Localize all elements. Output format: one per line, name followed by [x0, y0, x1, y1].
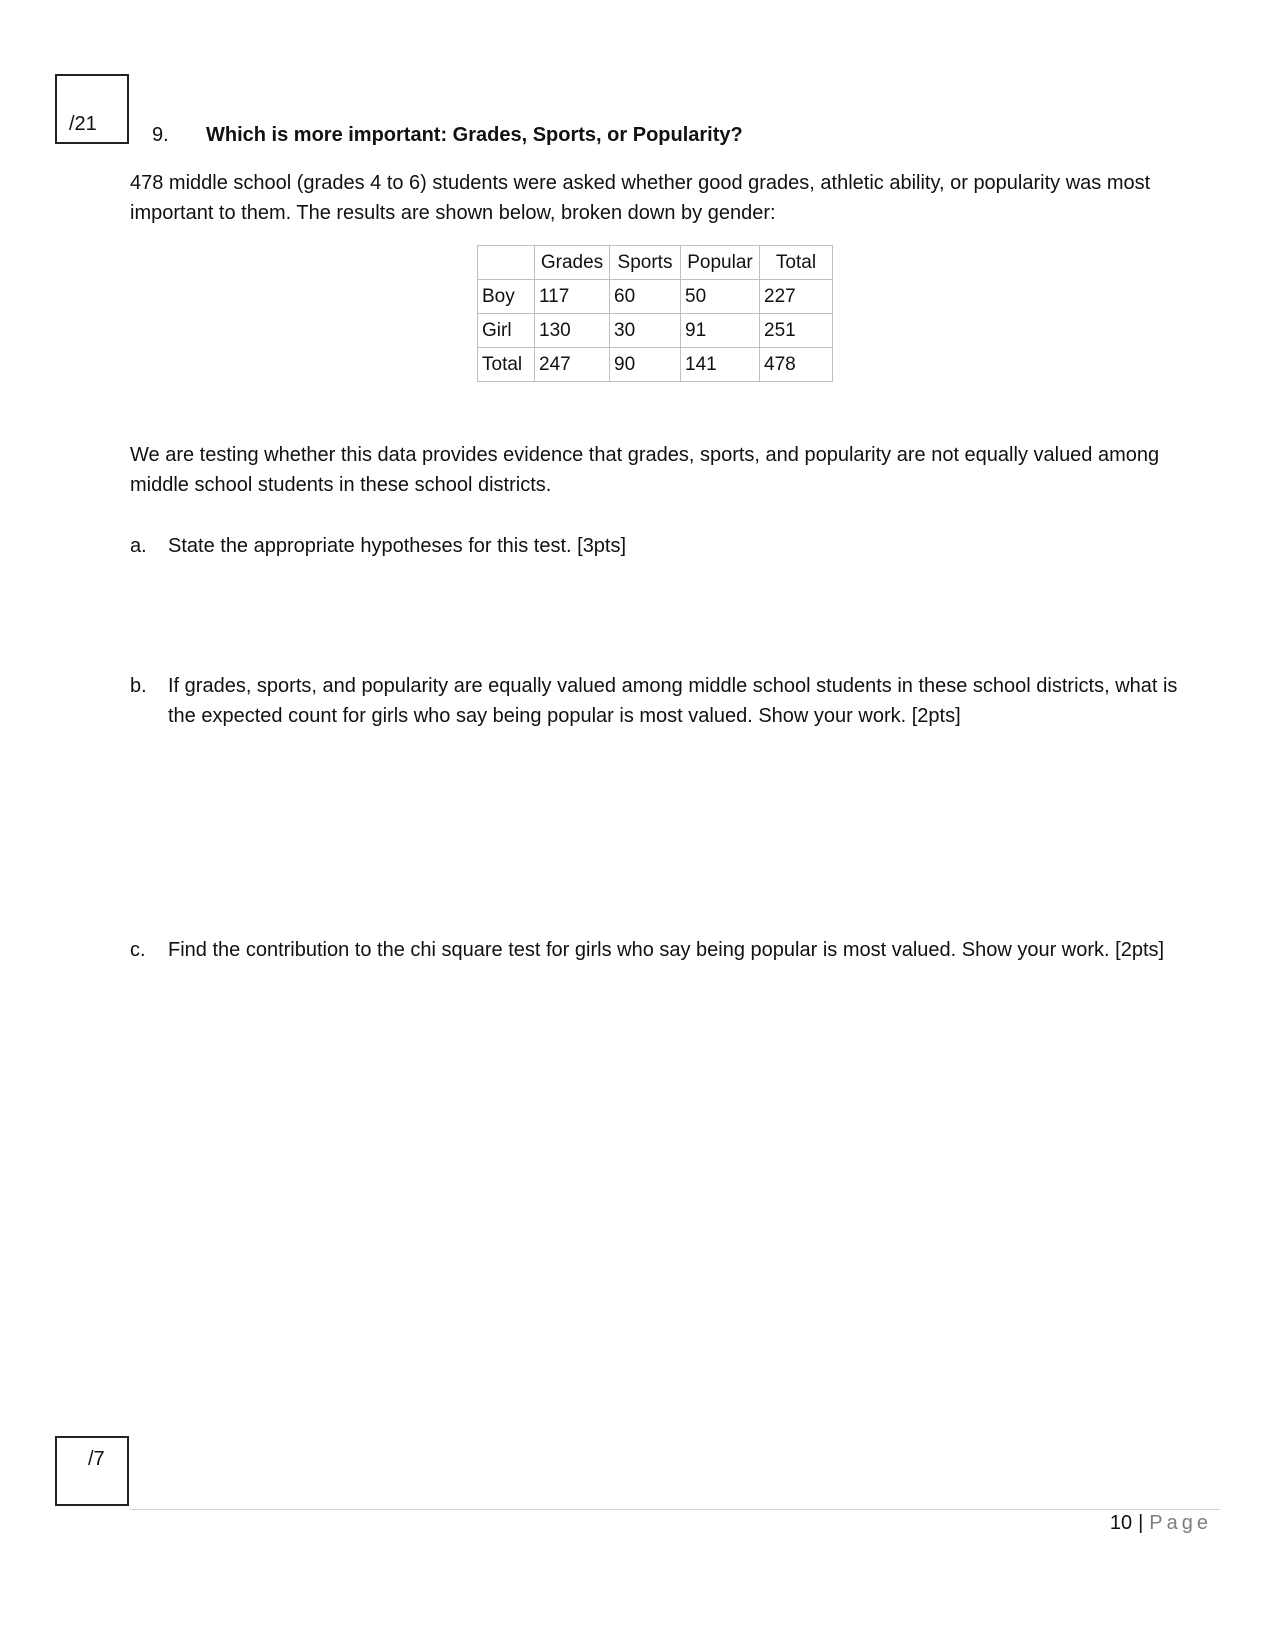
footer-divider: [130, 1509, 1220, 1510]
table-cell: 247: [535, 348, 610, 382]
page-footer: [1110, 1512, 1212, 1535]
table-row-label: Boy: [478, 280, 535, 314]
table-row-label: Total: [478, 348, 535, 382]
table-cell: [478, 246, 535, 280]
table-row-label: Girl: [478, 314, 535, 348]
table-header-row: [478, 246, 833, 280]
table-cell: 130: [535, 314, 610, 348]
table-header-cell: Grades: [535, 246, 610, 280]
question-number: 9.: [152, 124, 169, 146]
score-total-label: /21: [69, 113, 97, 135]
table-row: [478, 280, 833, 314]
table-cell: 478: [760, 348, 833, 382]
table-cell: 251: [760, 314, 833, 348]
table-header-cell: Sports: [610, 246, 681, 280]
part-letter: c.: [130, 939, 146, 961]
part-letter: a.: [130, 535, 147, 557]
score-part-label: /7: [88, 1448, 105, 1470]
part-text: State the appropriate hypotheses for this test. [3pts]: [168, 535, 627, 557]
table-row: [478, 314, 833, 348]
table-row: [478, 348, 833, 382]
table-cell: 90: [610, 348, 681, 382]
page-separator: |: [1138, 1512, 1144, 1534]
data-table: [477, 245, 833, 382]
question-intro: 478 middle school (grades 4 to 6) students were asked whether good grades, athletic ability, or popularity was most important to them. The results are shown below, broken down by gender:: [130, 172, 1151, 224]
score-box-part: [55, 1436, 129, 1506]
question-title: Which is more important: Grades, Sports, or Popularity?: [206, 124, 743, 146]
testing-statement: We are testing whether this data provides evidence that grades, sports, and popularity are not equally valued among middle school students in these school districts.: [130, 444, 1160, 496]
table-cell: 60: [610, 280, 681, 314]
table-cell: 91: [681, 314, 760, 348]
table-cell: 50: [681, 280, 760, 314]
table-header-cell: Popular: [681, 246, 760, 280]
table-cell: 141: [681, 348, 760, 382]
table-cell: 30: [610, 314, 681, 348]
part-text: If grades, sports, and popularity are equally valued among middle school students in these school districts, what is the expected count for girls who say being popular is most valued. Show your work. [2pts]: [168, 675, 1178, 727]
page-word: Page: [1149, 1512, 1212, 1534]
table-cell: 227: [760, 280, 833, 314]
score-box-total: [55, 74, 129, 144]
table-cell: 117: [535, 280, 610, 314]
page-number: 10: [1109, 1512, 1133, 1534]
part-text: Find the contribution to the chi square test for girls who say being popular is most valued. Show your work. [2pts]: [168, 939, 1165, 961]
part-letter: b.: [130, 675, 147, 697]
table-header-cell: Total: [760, 246, 833, 280]
